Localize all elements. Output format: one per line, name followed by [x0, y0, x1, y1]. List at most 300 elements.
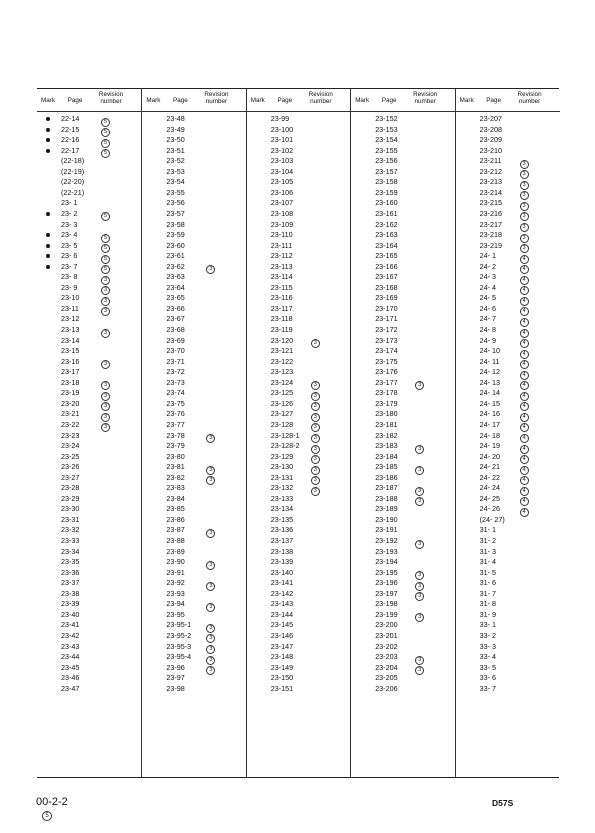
page-cell: 24- 5 — [479, 293, 496, 303]
table-row — [37, 631, 141, 642]
page-cell: 23-62 — [166, 261, 185, 271]
table-row — [37, 230, 141, 241]
table-row — [142, 220, 246, 231]
table-row — [142, 357, 246, 368]
table-row — [37, 241, 141, 252]
table-row — [247, 547, 351, 558]
revision-number-badge: 4 — [520, 487, 529, 496]
table-row — [247, 198, 351, 209]
table-row — [142, 673, 246, 684]
page-cell: 23-113 — [270, 261, 293, 271]
page-cell: 24- 15 — [479, 398, 500, 408]
page-cell: (24- 27) — [479, 514, 505, 524]
page-cell: 23-31 — [61, 514, 80, 524]
table-row — [456, 515, 560, 526]
page-cell: 23-68 — [166, 325, 185, 334]
revision-number-badge: 4 — [520, 339, 529, 348]
page-cell: 23-189 — [375, 504, 398, 514]
page-cell: 23-29 — [61, 493, 80, 503]
table-row — [142, 209, 246, 220]
page-cell: 23-21 — [61, 409, 80, 419]
table-row — [142, 188, 246, 199]
page-cell: 23-140 — [270, 567, 294, 577]
table-row — [351, 620, 455, 631]
revision-number-badge: 4 — [520, 381, 529, 390]
table-row — [142, 399, 246, 410]
page-cell: 31- 1 — [479, 525, 496, 535]
table-row — [456, 198, 560, 209]
table-row — [351, 314, 455, 325]
revision-number-badge: 3 — [311, 413, 320, 422]
page-cell: 23-41 — [61, 620, 80, 630]
page-cell: 23-219 — [479, 240, 502, 250]
header-revision-number: Revision number — [413, 91, 438, 105]
table-row — [142, 230, 246, 241]
revision-number-badge: 3 — [415, 592, 424, 601]
table-row — [351, 293, 455, 304]
table-row — [456, 473, 560, 484]
revision-number-badge: 5 — [101, 255, 110, 264]
table-row — [37, 388, 141, 399]
page-cell: 23-138 — [270, 546, 294, 556]
page-cell: 22-17 — [61, 145, 80, 155]
table-row — [247, 483, 351, 494]
table-row — [37, 409, 141, 420]
page-cell: 23-174 — [375, 346, 398, 356]
page-cell: 23-133 — [270, 493, 294, 503]
page-cell: 23-46 — [61, 673, 80, 683]
page-cell: 23-95-1 — [166, 620, 192, 630]
page-cell: 31- 3 — [479, 546, 496, 556]
table-row — [247, 241, 351, 252]
column-group-3 — [246, 89, 351, 777]
page-cell: 24- 22 — [479, 472, 500, 482]
table-row — [351, 409, 455, 420]
page-cell: 31- 5 — [479, 567, 496, 577]
revision-number-badge: 3 — [415, 666, 424, 675]
table-row — [456, 283, 560, 294]
table-row — [142, 262, 246, 273]
page-cell: 23-55 — [166, 187, 185, 197]
revised-mark-icon — [46, 149, 50, 153]
header-mark: Mark — [250, 97, 265, 104]
table-row — [37, 557, 141, 568]
table-row — [456, 209, 560, 220]
column-group-2 — [141, 89, 246, 777]
header-revision-number: Revision number — [98, 91, 124, 105]
page-cell: 23-191 — [375, 525, 398, 535]
table-row — [247, 431, 351, 442]
table-row — [247, 146, 351, 157]
revision-number-badge: 3 — [311, 381, 320, 390]
page-cell: 24- 4 — [479, 282, 496, 292]
revision-number-badge: 3 — [520, 191, 529, 200]
revision-number-badge: 3 — [311, 487, 320, 496]
page-cell: 23-190 — [375, 514, 398, 524]
table-row — [456, 230, 560, 241]
page-cell: 23-106 — [270, 187, 294, 197]
table-row — [351, 536, 455, 547]
page-cell: 23-72 — [166, 367, 185, 377]
page-cell: 23-143 — [270, 599, 294, 609]
page-cell: 23-208 — [479, 124, 502, 134]
table-row — [142, 441, 246, 452]
page-cell: 23-19 — [61, 388, 80, 398]
page-cell: 23-48 — [166, 114, 185, 123]
page-cell: 23- 9 — [61, 282, 78, 292]
table-row — [37, 314, 141, 325]
column-header — [351, 89, 455, 112]
page-cell: 24- 9 — [479, 335, 496, 345]
table-row — [37, 536, 141, 547]
table-row — [142, 314, 246, 325]
table-row — [247, 536, 351, 547]
page-cell: 33- 5 — [479, 662, 496, 672]
page-cell: 23-162 — [375, 219, 398, 229]
page-cell: 23-218 — [479, 230, 502, 240]
page-cell: 24- 6 — [479, 303, 496, 313]
page-cell: (22-19) — [61, 166, 85, 176]
revision-number-badge: 3 — [206, 582, 215, 591]
table-row — [247, 473, 351, 484]
page-cell: 22-14 — [61, 114, 80, 123]
page-cell: 23-37 — [61, 578, 80, 588]
table-row — [142, 156, 246, 167]
page-cell: 23-16 — [61, 356, 80, 366]
table-row — [456, 599, 560, 610]
table-row — [37, 547, 141, 558]
page-cell: 23-119 — [270, 325, 293, 334]
table-row — [456, 156, 560, 167]
revision-number-badge: 3 — [415, 582, 424, 591]
table-row — [456, 262, 560, 273]
table-row — [247, 314, 351, 325]
page-cell: 23-148 — [270, 652, 294, 662]
mark-cell — [39, 146, 57, 157]
revision-number-badge: 4 — [520, 497, 529, 506]
page-cell: 23-135 — [270, 514, 294, 524]
revision-number-badge: 4 — [520, 286, 529, 295]
table-row — [351, 547, 455, 558]
page-cell: 23-117 — [270, 303, 293, 313]
table-row — [37, 357, 141, 368]
page-cell: 23-154 — [375, 135, 398, 145]
page-cell: 23-45 — [61, 662, 80, 672]
table-row — [351, 209, 455, 220]
table-row — [351, 568, 455, 579]
table-row — [456, 620, 560, 631]
revision-number-badge: 3 — [206, 476, 215, 485]
page-cell: 23-73 — [166, 377, 185, 387]
page-cell: 33- 1 — [479, 620, 496, 630]
table-row — [351, 251, 455, 262]
table-row — [247, 336, 351, 347]
page-cell: 23- 3 — [61, 219, 78, 229]
page-cell: 23-107 — [270, 198, 294, 208]
table-row — [247, 673, 351, 684]
table-row — [37, 114, 141, 125]
revision-number-badge: 4 — [520, 297, 529, 306]
revision-number-badge: 3 — [101, 286, 110, 295]
revised-mark-icon — [46, 265, 50, 269]
table-row — [351, 420, 455, 431]
page-cell: 23-183 — [375, 441, 398, 451]
revision-number-badge: 3 — [520, 202, 529, 211]
page-cell: 24- 11 — [479, 356, 500, 366]
table-row — [247, 631, 351, 642]
page-cell: (22-18) — [61, 156, 85, 166]
page-cell: 23-85 — [166, 504, 185, 514]
revision-number-badge: 3 — [206, 634, 215, 643]
page-cell: 23-14 — [61, 335, 80, 345]
table-row — [247, 251, 351, 262]
page-cell: 33- 2 — [479, 630, 496, 640]
revised-mark-icon — [46, 254, 50, 258]
revision-number-badge: 5 — [101, 139, 110, 148]
table-row — [247, 462, 351, 473]
page-cell: 23-186 — [375, 472, 398, 482]
revision-number-badge: 4 — [520, 413, 529, 422]
table-row — [142, 610, 246, 621]
table-row — [247, 494, 351, 505]
table-row — [37, 198, 141, 209]
page-cell: 23-139 — [270, 557, 294, 567]
revision-number-badge: 3 — [101, 329, 110, 338]
page-cell: 23-23 — [61, 430, 80, 440]
page-cell: 23-197 — [375, 588, 398, 598]
page-cell: 23-213 — [479, 177, 502, 187]
revision-number-badge: 3 — [520, 181, 529, 190]
page-cell: 23-100 — [270, 124, 294, 134]
page-cell: 23-161 — [375, 208, 398, 218]
page-cell: 24- 14 — [479, 388, 500, 398]
revision-number-badge: 3 — [311, 434, 320, 443]
table-row — [142, 420, 246, 431]
table-row — [142, 251, 246, 262]
table-row — [456, 399, 560, 410]
table-row — [37, 568, 141, 579]
table-row — [456, 251, 560, 262]
table-row — [456, 589, 560, 600]
page-cell: 23-172 — [375, 325, 398, 334]
table-row — [142, 547, 246, 558]
page-cell: 23-170 — [375, 303, 398, 313]
header-page: Page — [381, 97, 397, 104]
table-row — [351, 220, 455, 231]
page-cell: 23-156 — [375, 156, 398, 166]
table-row — [37, 325, 141, 336]
page-cell: 23-69 — [166, 335, 185, 345]
page-cell: 23- 5 — [61, 240, 78, 250]
page-cell: 23-182 — [375, 430, 398, 440]
page-cell: 24- 2 — [479, 261, 496, 271]
revision-number-badge: 3 — [311, 455, 320, 464]
page-cell: 23-60 — [166, 240, 185, 250]
revision-number-badge: 3 — [520, 223, 529, 232]
page-cell: 23-17 — [61, 367, 80, 377]
page-cell: (22-21) — [61, 187, 85, 197]
page-cell: 23-42 — [61, 630, 80, 640]
table-row — [456, 325, 560, 336]
table-row — [142, 483, 246, 494]
page-cell: 23-193 — [375, 546, 398, 556]
page-cell: 33- 4 — [479, 652, 496, 662]
table-row — [37, 599, 141, 610]
table-row — [456, 483, 560, 494]
page-cell: 23- 1 — [61, 198, 78, 208]
table-row — [37, 589, 141, 600]
page-cell: 23-83 — [166, 483, 185, 493]
table-row — [37, 367, 141, 378]
page-cell: 23-128 — [270, 419, 294, 429]
revision-number-badge: 3 — [415, 613, 424, 622]
table-row — [456, 220, 560, 231]
table-row — [37, 378, 141, 389]
page-cell: 23-181 — [375, 419, 398, 429]
page-cell: 23-74 — [166, 388, 185, 398]
revision-number-badge: 4 — [520, 318, 529, 327]
page-cell: 23-81 — [166, 462, 185, 472]
page-cell: 23-166 — [375, 261, 398, 271]
table-row — [351, 684, 455, 695]
table-row — [37, 251, 141, 262]
revision-number-badge: 3 — [101, 402, 110, 411]
page-cell: 23-198 — [375, 599, 398, 609]
table-row — [351, 599, 455, 610]
table-row — [37, 578, 141, 589]
page-cell: 23-128-2 — [270, 441, 300, 451]
page-cell: 23-178 — [375, 388, 398, 398]
page-cell: 23-176 — [375, 367, 398, 377]
table-row — [351, 135, 455, 146]
table-row — [456, 684, 560, 695]
table-row — [142, 346, 246, 357]
page-cell: 24- 12 — [479, 367, 500, 377]
table-row — [247, 135, 351, 146]
page-cell: 23-36 — [61, 567, 80, 577]
table-row — [142, 146, 246, 157]
page-cell: 24- 26 — [479, 504, 500, 514]
page-cell: 23-33 — [61, 536, 80, 545]
table-row — [456, 547, 560, 558]
page-cell: 23-93 — [166, 588, 185, 598]
page-cell: 23-102 — [270, 145, 294, 155]
table-row — [247, 209, 351, 220]
mark-cell — [39, 209, 57, 220]
table-row — [37, 473, 141, 484]
page-cell: 23-84 — [166, 493, 185, 503]
page-cell: 23-88 — [166, 536, 185, 545]
page-cell: 23-54 — [166, 177, 185, 187]
revision-number-badge: 3 — [415, 571, 424, 580]
header-revision-number: Revision number — [308, 91, 333, 105]
table-row — [142, 504, 246, 515]
page-cell: 23-38 — [61, 588, 80, 598]
page-cell: 23-211 — [479, 156, 502, 166]
table-row — [456, 642, 560, 653]
table-row — [351, 578, 455, 589]
revision-number-badge: 3 — [311, 339, 320, 348]
page-cell: 23-61 — [166, 251, 185, 261]
page-cell: 23-152 — [375, 114, 398, 123]
revision-number-badge: 5 — [101, 118, 110, 127]
table-row — [37, 642, 141, 653]
page-cell: 23-171 — [375, 314, 398, 324]
page-cell: 23-151 — [270, 683, 294, 693]
page-cell: 23-32 — [61, 525, 80, 535]
table-row — [456, 167, 560, 178]
page-cell: 23-214 — [479, 187, 502, 197]
revision-number-badge: 5 — [101, 234, 110, 243]
revision-number-badge: 4 — [520, 466, 529, 475]
table-row — [351, 441, 455, 452]
table-row — [456, 125, 560, 136]
column-group-1 — [37, 89, 141, 777]
revised-mark-icon — [46, 138, 50, 142]
table-row — [37, 431, 141, 442]
table-row — [351, 378, 455, 389]
table-row — [456, 462, 560, 473]
table-row — [456, 568, 560, 579]
page-cell: 23-53 — [166, 166, 185, 176]
revision-number-badge: 3 — [101, 360, 110, 369]
table-row — [456, 631, 560, 642]
page-cell: 23-34 — [61, 546, 80, 556]
revision-number-badge: 3 — [206, 529, 215, 538]
page-cell: 23-71 — [166, 356, 185, 366]
page-cell: 23-13 — [61, 325, 80, 334]
table-row — [142, 652, 246, 663]
page-cell: 23-25 — [61, 451, 80, 461]
table-row — [351, 673, 455, 684]
mark-cell — [39, 251, 57, 262]
header-mark: Mark — [146, 97, 161, 104]
revision-number-badge: 3 — [206, 466, 215, 475]
page-cell: 23-169 — [375, 293, 398, 303]
table-row — [351, 188, 455, 199]
table-row — [351, 125, 455, 136]
page-cell: 33- 6 — [479, 673, 496, 683]
page-cell: 23-144 — [270, 609, 294, 619]
page-cell: 23-15 — [61, 346, 80, 356]
page-cell: 23-167 — [375, 272, 398, 282]
page-cell: 23-35 — [61, 557, 80, 567]
table-row — [456, 610, 560, 621]
mark-cell — [39, 135, 57, 146]
page-cell: 23-180 — [375, 409, 398, 419]
table-row — [351, 357, 455, 368]
page-cell: 23-212 — [479, 166, 502, 176]
page-cell: 23-87 — [166, 525, 185, 535]
page-cell: 23-203 — [375, 652, 398, 662]
table-row — [247, 599, 351, 610]
table-row — [247, 272, 351, 283]
page-cell: 23-101 — [270, 135, 294, 145]
revision-number-badge: 3 — [415, 540, 424, 549]
page-cell: 23-39 — [61, 599, 80, 609]
header-revision-number: Revision number — [517, 91, 542, 105]
revision-number-badge: 3 — [206, 603, 215, 612]
page-cell: 23-103 — [270, 156, 294, 166]
page-cell: 23-28 — [61, 483, 80, 493]
page-cell: 23-146 — [270, 630, 294, 640]
page-cell: 23-97 — [166, 673, 185, 683]
table-row — [456, 177, 560, 188]
table-row — [142, 367, 246, 378]
page-cell: 23-52 — [166, 156, 185, 166]
mark-cell — [39, 230, 57, 241]
table-row — [351, 177, 455, 188]
